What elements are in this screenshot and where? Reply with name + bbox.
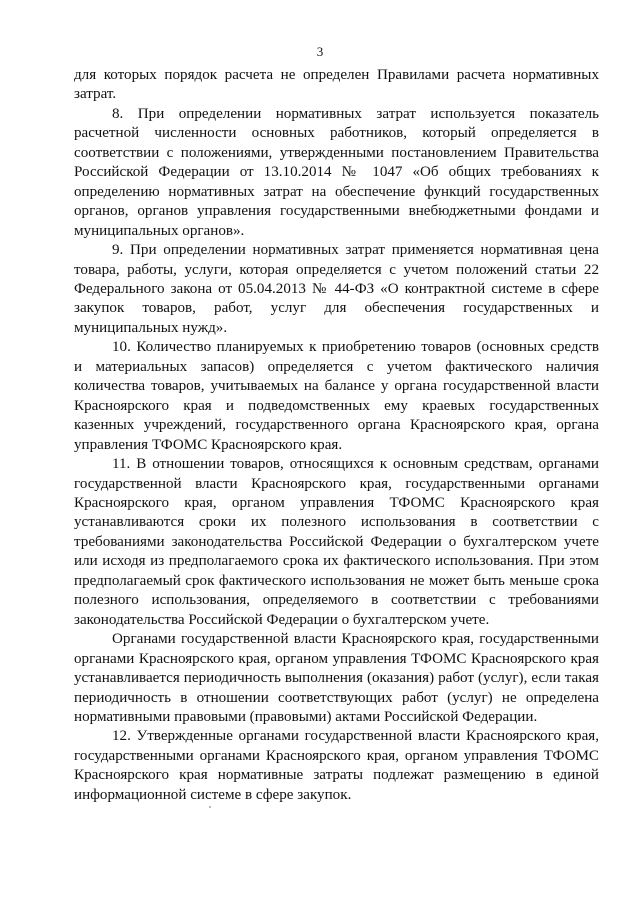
page-number: 3	[316, 44, 324, 59]
paragraph-9: 9. При определении нормативных затрат применяется нормативная цена товара, работы, услуги, которая определяется с учетом положений статьи 22 Федерального закона от 05.04.2013 № 44-ФЗ «О контрактной системе в сфере закупок товаров, работ, услуг для обеспечения государственных и муниципальных нужд».	[74, 242, 599, 336]
paragraph-12: 12. Утвержденные органами государственной власти Красноярского края, государственными органами Красноярского края, органом управления ТФОМС Красноярского края нормативные затраты подлежат размещению в единой информационной системе в сфере закупок.	[74, 728, 599, 803]
paragraph-8: 8. При определении нормативных затрат используется показатель расчетной численности основных работников, который определяется в соответствии с положениями, утвержденными постановлением Правительства Российской Федерации от 13.10.2014 № 1047 «Об общих требованиях к определению нормативных затрат на обеспечение функций государственных органов, органов управления государственными внебюджетными фондами и муниципальных органов».	[74, 105, 599, 239]
document-body	[74, 66, 599, 805]
paragraph-11: 11. В отношении товаров, относящихся к основным средствам, органами государственной власти Красноярского края, государственными органами Красноярского края, органом управления ТФОМС Красноярского края устанавливаются сроки их полезного использования в соответствии с требованиями законодательства Российской Федерации о бухгалтерском учете или исходя из предполагаемого срока их фактического использования. При этом предполагаемый срок фактического использования не может быть меньше срока полезного использования, определяемого в соответствии с требованиями законодательства Российской Федерации о бухгалтерском учете.	[74, 456, 599, 628]
scan-speck	[209, 806, 211, 808]
paragraph-11-periodicity: Органами государственной власти Красноярского края, государственными органами Красноярского края, органом управления ТФОМС Красноярского края устанавливается периодичность выполнения (оказания) работ (услуг), если такая периодичность в отношении соответствующих работ (услуг) не определена нормативными правовыми (правовыми) актами Российской Федерации.	[74, 631, 599, 725]
paragraph-10: 10. Количество планируемых к приобретению товаров (основных средств и материальных запасов) определяется с учетом фактического наличия количества товаров, учитываемых на балансе у органа государственной власти Красноярского края и подведомственных ему краевых государственных казенных учреждений, государственного органа Красноярского края, органа управления ТФОМС Красноярского края.	[74, 339, 599, 453]
paragraph-continuation: для которых порядок расчета не определен Правилами расчета нормативных затрат.	[74, 67, 599, 103]
